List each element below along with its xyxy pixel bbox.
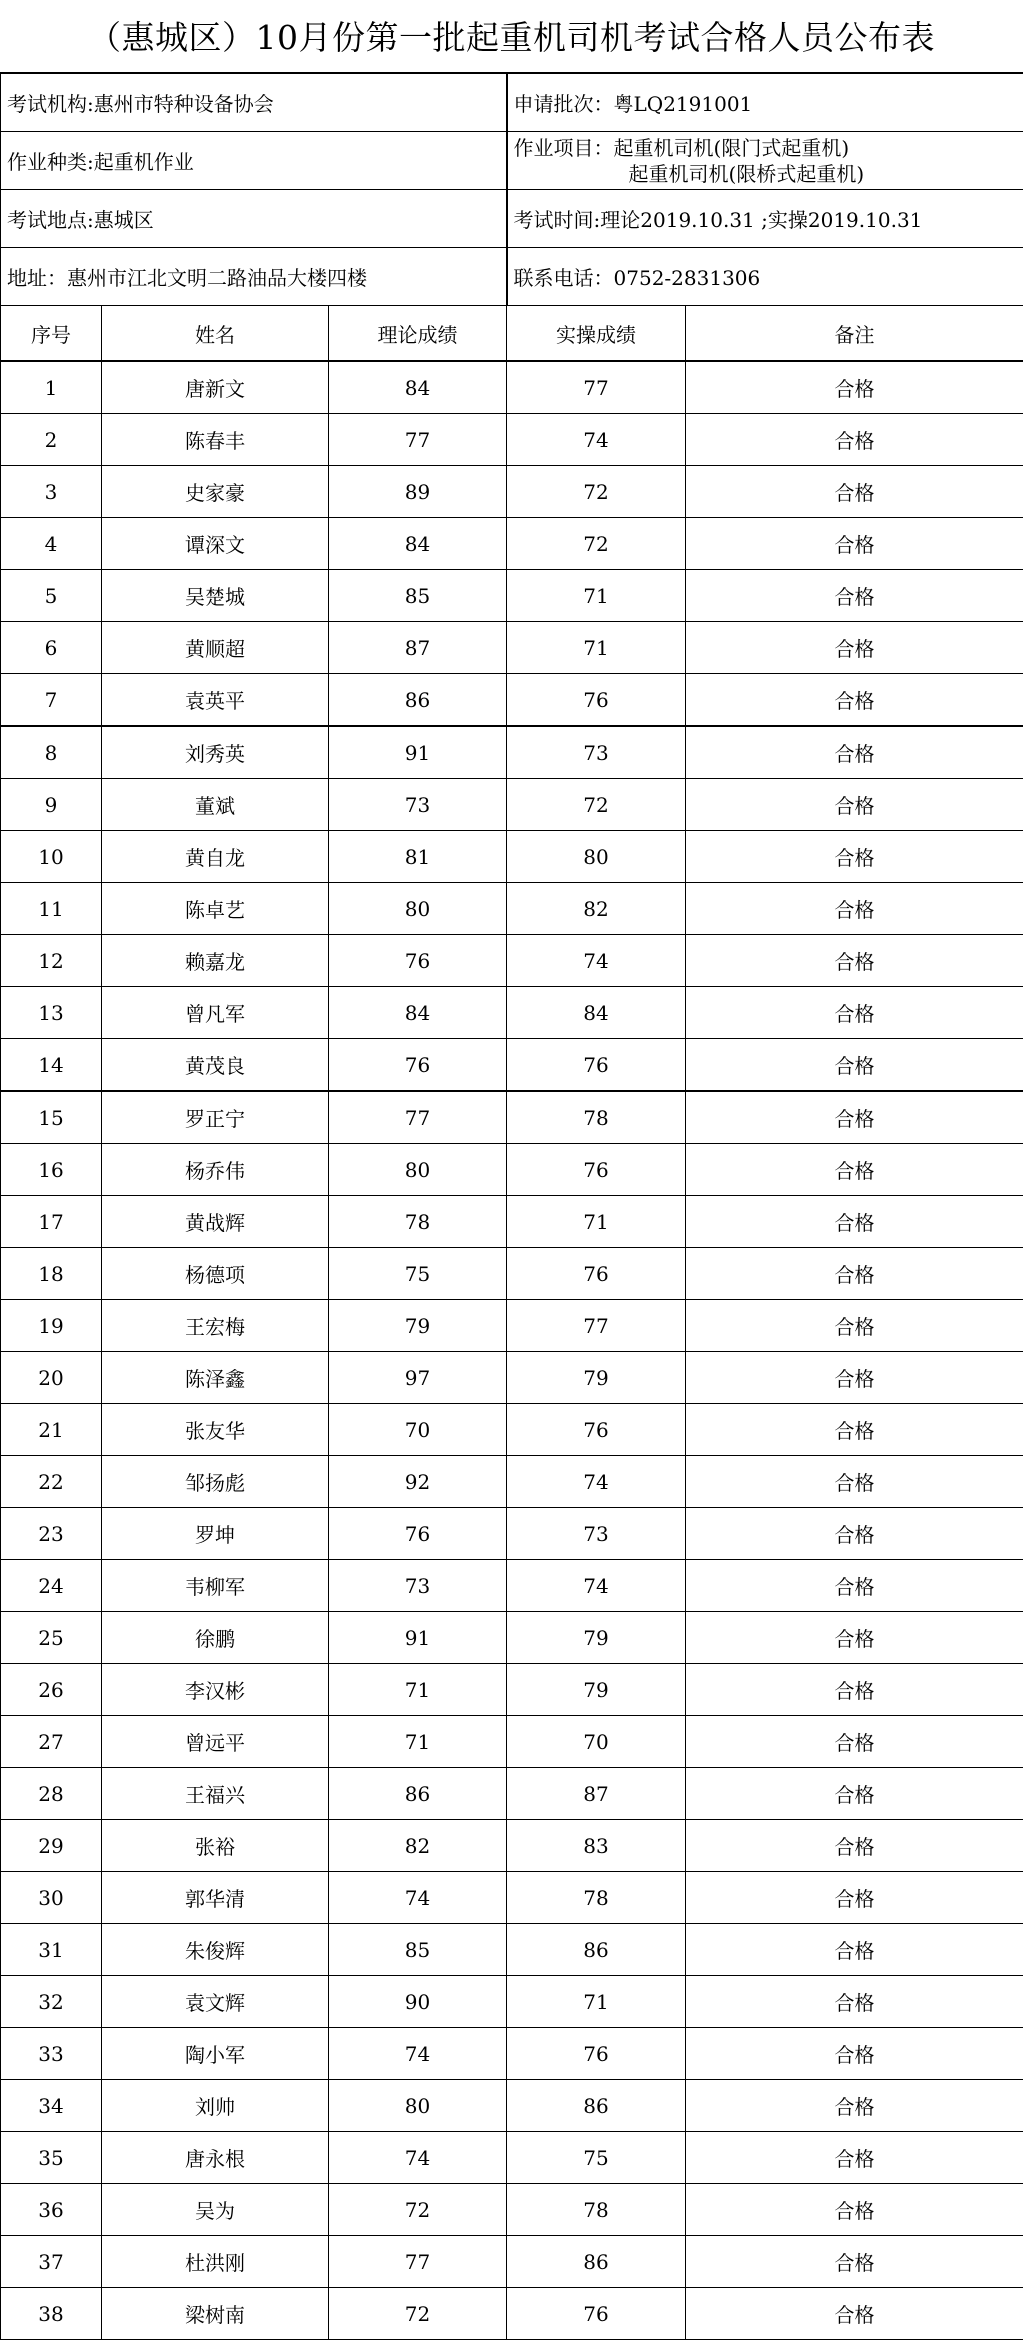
cell-theory-score: 91 bbox=[329, 726, 507, 779]
cell-theory-score: 78 bbox=[329, 1196, 507, 1248]
cell-practice-score: 83 bbox=[507, 1820, 686, 1872]
work-project-line1: 作业项目：起重机司机(限门式起重机) bbox=[513, 135, 850, 160]
cell-theory-score: 90 bbox=[329, 1976, 507, 2028]
cell-name: 唐永根 bbox=[102, 2132, 329, 2184]
cell-index: 16 bbox=[1, 1144, 102, 1196]
cell-practice-score: 75 bbox=[507, 2132, 686, 2184]
cell-index: 11 bbox=[1, 883, 102, 935]
cell-index: 7 bbox=[1, 674, 102, 727]
cell-name: 黄自龙 bbox=[102, 831, 329, 883]
cell-theory-score: 81 bbox=[329, 831, 507, 883]
table-row bbox=[1, 1924, 1023, 1976]
cell-theory-score: 72 bbox=[329, 2184, 507, 2236]
cell-remark: 合格 bbox=[686, 1508, 1023, 1560]
cell-practice-score: 78 bbox=[507, 1091, 686, 1144]
cell-remark: 合格 bbox=[686, 1872, 1023, 1924]
cell-theory-score: 70 bbox=[329, 1404, 507, 1456]
cell-remark: 合格 bbox=[686, 1820, 1023, 1872]
cell-theory-score: 80 bbox=[329, 883, 507, 935]
cell-practice-score: 71 bbox=[507, 570, 686, 622]
cell-theory-score: 74 bbox=[329, 2028, 507, 2080]
cell-name: 罗坤 bbox=[102, 1508, 329, 1560]
exam-time: 考试时间:理论2019.10.31 ;实操2019.10.31 bbox=[507, 190, 1023, 248]
work-category: 作业种类:起重机作业 bbox=[1, 132, 507, 190]
cell-remark: 合格 bbox=[686, 2132, 1023, 2184]
cell-index: 37 bbox=[1, 2236, 102, 2288]
cell-theory-score: 84 bbox=[329, 987, 507, 1039]
cell-remark: 合格 bbox=[686, 779, 1023, 831]
cell-theory-score: 92 bbox=[329, 1456, 507, 1508]
cell-index: 12 bbox=[1, 935, 102, 987]
cell-practice-score: 76 bbox=[507, 1404, 686, 1456]
cell-name: 陶小军 bbox=[102, 2028, 329, 2080]
cell-index: 35 bbox=[1, 2132, 102, 2184]
cell-remark: 合格 bbox=[686, 1091, 1023, 1144]
cell-index: 13 bbox=[1, 987, 102, 1039]
cell-practice-score: 80 bbox=[507, 831, 686, 883]
cell-theory-score: 77 bbox=[329, 1091, 507, 1144]
cell-practice-score: 76 bbox=[507, 2288, 686, 2340]
cell-remark: 合格 bbox=[686, 1924, 1023, 1976]
cell-remark: 合格 bbox=[686, 1196, 1023, 1248]
cell-index: 34 bbox=[1, 2080, 102, 2132]
cell-remark: 合格 bbox=[686, 674, 1023, 727]
cell-index: 24 bbox=[1, 1560, 102, 1612]
cell-practice-score: 77 bbox=[507, 1300, 686, 1352]
cell-index: 30 bbox=[1, 1872, 102, 1924]
cell-practice-score: 87 bbox=[507, 1768, 686, 1820]
cell-practice-score: 76 bbox=[507, 2028, 686, 2080]
cell-remark: 合格 bbox=[686, 622, 1023, 674]
info-row-location bbox=[1, 190, 1023, 248]
cell-name: 梁树南 bbox=[102, 2288, 329, 2340]
cell-practice-score: 74 bbox=[507, 935, 686, 987]
cell-name: 吴楚城 bbox=[102, 570, 329, 622]
table-row bbox=[1, 570, 1023, 622]
cell-practice-score: 79 bbox=[507, 1664, 686, 1716]
cell-name: 刘帅 bbox=[102, 2080, 329, 2132]
info-row-org bbox=[1, 73, 1023, 132]
cell-name: 罗正宁 bbox=[102, 1091, 329, 1144]
cell-practice-score: 86 bbox=[507, 2236, 686, 2288]
table-row bbox=[1, 1872, 1023, 1924]
table-row bbox=[1, 2184, 1023, 2236]
cell-remark: 合格 bbox=[686, 987, 1023, 1039]
cell-theory-score: 79 bbox=[329, 1300, 507, 1352]
table-row bbox=[1, 1039, 1023, 1092]
cell-practice-score: 86 bbox=[507, 1924, 686, 1976]
cell-remark: 合格 bbox=[686, 1560, 1023, 1612]
cell-name: 王宏梅 bbox=[102, 1300, 329, 1352]
cell-theory-score: 84 bbox=[329, 518, 507, 570]
cell-index: 8 bbox=[1, 726, 102, 779]
cell-index: 18 bbox=[1, 1248, 102, 1300]
cell-practice-score: 71 bbox=[507, 622, 686, 674]
cell-index: 28 bbox=[1, 1768, 102, 1820]
cell-index: 25 bbox=[1, 1612, 102, 1664]
cell-name: 赖嘉龙 bbox=[102, 935, 329, 987]
address: 地址：惠州市江北文明二路油品大楼四楼 bbox=[1, 248, 507, 306]
cell-name: 董斌 bbox=[102, 779, 329, 831]
cell-name: 郭华清 bbox=[102, 1872, 329, 1924]
cell-theory-score: 86 bbox=[329, 1768, 507, 1820]
exam-location: 考试地点:惠城区 bbox=[1, 190, 507, 248]
cell-name: 杜洪刚 bbox=[102, 2236, 329, 2288]
table-row bbox=[1, 1196, 1023, 1248]
page-title: （惠城区）10月份第一批起重机司机考试合格人员公布表 bbox=[88, 18, 935, 57]
cell-theory-score: 76 bbox=[329, 1508, 507, 1560]
cell-name: 袁英平 bbox=[102, 674, 329, 727]
cell-remark: 合格 bbox=[686, 1976, 1023, 2028]
cell-remark: 合格 bbox=[686, 361, 1023, 414]
cell-remark: 合格 bbox=[686, 1352, 1023, 1404]
cell-name: 张裕 bbox=[102, 1820, 329, 1872]
cell-theory-score: 80 bbox=[329, 1144, 507, 1196]
column-header-index: 序号 bbox=[1, 306, 102, 362]
cell-practice-score: 74 bbox=[507, 414, 686, 466]
results-table bbox=[0, 72, 1023, 2340]
cell-practice-score: 78 bbox=[507, 1872, 686, 1924]
cell-name: 张友华 bbox=[102, 1404, 329, 1456]
cell-practice-score: 79 bbox=[507, 1352, 686, 1404]
table-row bbox=[1, 1248, 1023, 1300]
cell-name: 黄顺超 bbox=[102, 622, 329, 674]
cell-index: 15 bbox=[1, 1091, 102, 1144]
cell-name: 黄茂良 bbox=[102, 1039, 329, 1092]
cell-remark: 合格 bbox=[686, 2236, 1023, 2288]
cell-theory-score: 76 bbox=[329, 1039, 507, 1092]
cell-index: 9 bbox=[1, 779, 102, 831]
cell-theory-score: 80 bbox=[329, 2080, 507, 2132]
cell-name: 黄战辉 bbox=[102, 1196, 329, 1248]
cell-theory-score: 85 bbox=[329, 570, 507, 622]
cell-index: 20 bbox=[1, 1352, 102, 1404]
cell-remark: 合格 bbox=[686, 1404, 1023, 1456]
cell-index: 31 bbox=[1, 1924, 102, 1976]
cell-index: 2 bbox=[1, 414, 102, 466]
cell-practice-score: 70 bbox=[507, 1716, 686, 1768]
cell-name: 谭深文 bbox=[102, 518, 329, 570]
cell-name: 陈卓艺 bbox=[102, 883, 329, 935]
cell-practice-score: 76 bbox=[507, 674, 686, 727]
table-row bbox=[1, 779, 1023, 831]
cell-remark: 合格 bbox=[686, 466, 1023, 518]
cell-index: 4 bbox=[1, 518, 102, 570]
cell-practice-score: 73 bbox=[507, 1508, 686, 1560]
cell-practice-score: 73 bbox=[507, 726, 686, 779]
cell-index: 26 bbox=[1, 1664, 102, 1716]
cell-remark: 合格 bbox=[686, 1039, 1023, 1092]
table-row bbox=[1, 987, 1023, 1039]
table-row bbox=[1, 2288, 1023, 2340]
table-row bbox=[1, 2028, 1023, 2080]
cell-name: 杨乔伟 bbox=[102, 1144, 329, 1196]
cell-practice-score: 82 bbox=[507, 883, 686, 935]
exam-org: 考试机构:惠州市特种设备协会 bbox=[1, 73, 507, 132]
cell-theory-score: 97 bbox=[329, 1352, 507, 1404]
table-row bbox=[1, 2080, 1023, 2132]
cell-index: 27 bbox=[1, 1716, 102, 1768]
cell-name: 陈春丰 bbox=[102, 414, 329, 466]
cell-index: 38 bbox=[1, 2288, 102, 2340]
cell-theory-score: 82 bbox=[329, 1820, 507, 1872]
cell-index: 6 bbox=[1, 622, 102, 674]
cell-remark: 合格 bbox=[686, 726, 1023, 779]
cell-theory-score: 76 bbox=[329, 935, 507, 987]
table-row bbox=[1, 726, 1023, 779]
cell-name: 唐新文 bbox=[102, 361, 329, 414]
cell-name: 刘秀英 bbox=[102, 726, 329, 779]
cell-theory-score: 91 bbox=[329, 1612, 507, 1664]
cell-practice-score: 72 bbox=[507, 518, 686, 570]
cell-index: 32 bbox=[1, 1976, 102, 2028]
table-row bbox=[1, 1716, 1023, 1768]
cell-remark: 合格 bbox=[686, 414, 1023, 466]
cell-practice-score: 74 bbox=[507, 1456, 686, 1508]
cell-remark: 合格 bbox=[686, 570, 1023, 622]
cell-theory-score: 77 bbox=[329, 2236, 507, 2288]
cell-theory-score: 86 bbox=[329, 674, 507, 727]
column-header-remark: 备注 bbox=[686, 306, 1023, 362]
table-row bbox=[1, 2132, 1023, 2184]
cell-name: 史家豪 bbox=[102, 466, 329, 518]
table-row bbox=[1, 466, 1023, 518]
cell-name: 袁文辉 bbox=[102, 1976, 329, 2028]
cell-remark: 合格 bbox=[686, 1768, 1023, 1820]
cell-practice-score: 77 bbox=[507, 361, 686, 414]
cell-remark: 合格 bbox=[686, 935, 1023, 987]
table-row bbox=[1, 622, 1023, 674]
table-row bbox=[1, 1404, 1023, 1456]
table-row bbox=[1, 1612, 1023, 1664]
cell-theory-score: 77 bbox=[329, 414, 507, 466]
table-row bbox=[1, 361, 1023, 414]
info-row-category bbox=[1, 132, 1023, 190]
cell-theory-score: 73 bbox=[329, 779, 507, 831]
cell-name: 陈泽鑫 bbox=[102, 1352, 329, 1404]
cell-practice-score: 72 bbox=[507, 466, 686, 518]
cell-practice-score: 76 bbox=[507, 1144, 686, 1196]
cell-theory-score: 74 bbox=[329, 2132, 507, 2184]
table-row bbox=[1, 935, 1023, 987]
cell-remark: 合格 bbox=[686, 1612, 1023, 1664]
column-header-name: 姓名 bbox=[102, 306, 329, 362]
cell-remark: 合格 bbox=[686, 2184, 1023, 2236]
table-row bbox=[1, 1664, 1023, 1716]
table-row bbox=[1, 1352, 1023, 1404]
cell-name: 曾凡军 bbox=[102, 987, 329, 1039]
cell-theory-score: 72 bbox=[329, 2288, 507, 2340]
cell-practice-score: 76 bbox=[507, 1248, 686, 1300]
cell-index: 1 bbox=[1, 361, 102, 414]
cell-theory-score: 85 bbox=[329, 1924, 507, 1976]
cell-remark: 合格 bbox=[686, 1456, 1023, 1508]
table-row bbox=[1, 414, 1023, 466]
work-project-line2: 起重机司机(限桥式起重机) bbox=[628, 161, 865, 186]
cell-remark: 合格 bbox=[686, 1300, 1023, 1352]
cell-name: 邹扬彪 bbox=[102, 1456, 329, 1508]
cell-remark: 合格 bbox=[686, 518, 1023, 570]
cell-name: 吴为 bbox=[102, 2184, 329, 2236]
column-header-theory-score: 理论成绩 bbox=[329, 306, 507, 362]
application-batch: 申请批次：粤LQ2191001 bbox=[507, 73, 1023, 132]
table-row bbox=[1, 883, 1023, 935]
cell-remark: 合格 bbox=[686, 1716, 1023, 1768]
cell-practice-score: 86 bbox=[507, 2080, 686, 2132]
cell-practice-score: 78 bbox=[507, 2184, 686, 2236]
table-row bbox=[1, 2236, 1023, 2288]
cell-theory-score: 71 bbox=[329, 1664, 507, 1716]
cell-remark: 合格 bbox=[686, 2080, 1023, 2132]
cell-name: 曾远平 bbox=[102, 1716, 329, 1768]
cell-practice-score: 79 bbox=[507, 1612, 686, 1664]
cell-practice-score: 72 bbox=[507, 779, 686, 831]
cell-theory-score: 73 bbox=[329, 1560, 507, 1612]
info-row-address bbox=[1, 248, 1023, 306]
cell-index: 22 bbox=[1, 1456, 102, 1508]
cell-name: 徐鹏 bbox=[102, 1612, 329, 1664]
cell-remark: 合格 bbox=[686, 831, 1023, 883]
table-row bbox=[1, 1300, 1023, 1352]
cell-remark: 合格 bbox=[686, 2288, 1023, 2340]
contact-phone: 联系电话：0752-2831306 bbox=[507, 248, 1023, 306]
cell-index: 23 bbox=[1, 1508, 102, 1560]
cell-index: 33 bbox=[1, 2028, 102, 2080]
table-row bbox=[1, 831, 1023, 883]
table-row bbox=[1, 1768, 1023, 1820]
cell-theory-score: 89 bbox=[329, 466, 507, 518]
cell-practice-score: 71 bbox=[507, 1976, 686, 2028]
cell-theory-score: 84 bbox=[329, 361, 507, 414]
cell-name: 朱俊辉 bbox=[102, 1924, 329, 1976]
table-row bbox=[1, 1820, 1023, 1872]
cell-name: 韦柳军 bbox=[102, 1560, 329, 1612]
table-row bbox=[1, 1091, 1023, 1144]
cell-index: 3 bbox=[1, 466, 102, 518]
cell-practice-score: 76 bbox=[507, 1039, 686, 1092]
table-row bbox=[1, 518, 1023, 570]
table-row bbox=[1, 1560, 1023, 1612]
table-row bbox=[1, 1508, 1023, 1560]
table-row bbox=[1, 674, 1023, 727]
table-row bbox=[1, 1144, 1023, 1196]
cell-index: 21 bbox=[1, 1404, 102, 1456]
cell-theory-score: 75 bbox=[329, 1248, 507, 1300]
cell-remark: 合格 bbox=[686, 1664, 1023, 1716]
table-header-row bbox=[1, 306, 1023, 362]
cell-theory-score: 87 bbox=[329, 622, 507, 674]
cell-remark: 合格 bbox=[686, 1248, 1023, 1300]
cell-index: 10 bbox=[1, 831, 102, 883]
cell-name: 杨德项 bbox=[102, 1248, 329, 1300]
table-row bbox=[1, 1976, 1023, 2028]
cell-index: 36 bbox=[1, 2184, 102, 2236]
cell-name: 王福兴 bbox=[102, 1768, 329, 1820]
cell-index: 29 bbox=[1, 1820, 102, 1872]
table-row bbox=[1, 1456, 1023, 1508]
work-project bbox=[507, 132, 1023, 190]
cell-practice-score: 71 bbox=[507, 1196, 686, 1248]
cell-remark: 合格 bbox=[686, 1144, 1023, 1196]
cell-index: 14 bbox=[1, 1039, 102, 1092]
cell-index: 19 bbox=[1, 1300, 102, 1352]
cell-practice-score: 84 bbox=[507, 987, 686, 1039]
cell-theory-score: 71 bbox=[329, 1716, 507, 1768]
cell-theory-score: 74 bbox=[329, 1872, 507, 1924]
cell-remark: 合格 bbox=[686, 883, 1023, 935]
column-header-practice-score: 实操成绩 bbox=[507, 306, 686, 362]
cell-practice-score: 74 bbox=[507, 1560, 686, 1612]
cell-remark: 合格 bbox=[686, 2028, 1023, 2080]
cell-index: 17 bbox=[1, 1196, 102, 1248]
cell-name: 李汉彬 bbox=[102, 1664, 329, 1716]
cell-index: 5 bbox=[1, 570, 102, 622]
